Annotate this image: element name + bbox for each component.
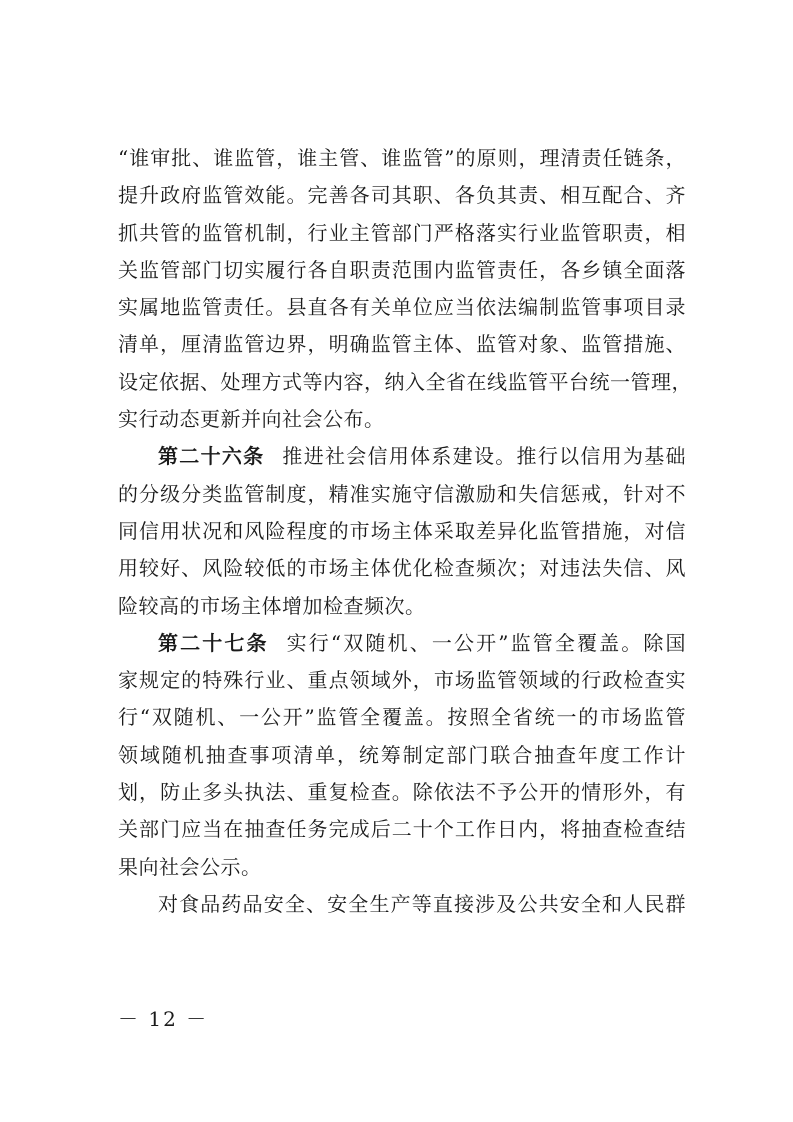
text-line: 对食品药品安全、安全生产等直接涉及公共安全和人民群	[158, 891, 686, 916]
text-line: 实属地监管责任。县直各有关单位应当依法编制监管事项目录	[118, 295, 686, 320]
page-number: － 12 －	[118, 1007, 209, 1031]
text-line: 关部门应当在抽查任务完成后二十个工作日内，将抽查检查结	[118, 817, 686, 842]
text-line: 行“双随机、一公开”监管全覆盖。按照全省统一的市场监管	[118, 705, 686, 730]
text-line: 划，防止多头执法、重复检查。除依法不予公开的情形外，有	[118, 780, 686, 805]
text-line: 抓共管的监管机制，行业主管部门严格落实行业监管职责，相	[118, 220, 686, 245]
article-text: 推进社会信用体系建设。推行以信用为基础	[282, 444, 687, 469]
text-line: 领域随机抽查事项清单，统筹制定部门联合抽查年度工作计	[118, 742, 686, 767]
paragraph-4	[118, 886, 686, 923]
text-line	[118, 438, 686, 475]
text-line: 的分级分类监管制度，精准实施守信激励和失信惩戒，针对不	[118, 481, 686, 506]
text-line: 同信用状况和风险程度的市场主体采取差异化监管措施，对信	[118, 518, 686, 543]
article-heading: 第二十七条	[158, 630, 269, 655]
text-line: 实行动态更新并向社会公布。	[118, 407, 385, 432]
text-line: 险较高的市场主体增加检查频次。	[118, 593, 426, 618]
text-line: 关监管部门切实履行各自职责范围内监管责任，各乡镇全面落	[118, 257, 686, 282]
text-line: 设定依据、处理方式等内容，纳入全省在线监管平台统一管理，	[118, 369, 692, 394]
text-line	[118, 625, 686, 662]
paragraph-1	[118, 140, 692, 438]
text-line: 家规定的特殊行业、重点领域外，市场监管领域的行政检查实	[118, 668, 686, 693]
text-line: “谁审批、谁监管，谁主管、谁监管”的原则，理清责任链条，	[118, 146, 686, 170]
text-line: 用较好、风险较低的市场主体优化检查频次；对违法失信、风	[118, 556, 686, 581]
text-line: 果向社会公示。	[118, 854, 262, 879]
article-26	[118, 438, 686, 624]
text-line: 清单，厘清监管边界，明确监管主体、监管对象、监管措施、	[118, 332, 686, 357]
article-text: 实行“双随机、一公开”监管全覆盖。除国	[286, 630, 687, 655]
document-body	[118, 140, 692, 923]
article-heading: 第二十六条	[158, 444, 265, 469]
article-27	[118, 625, 686, 886]
text-line: 提升政府监管效能。完善各司其职、各负其责、相互配合、齐	[118, 183, 686, 208]
